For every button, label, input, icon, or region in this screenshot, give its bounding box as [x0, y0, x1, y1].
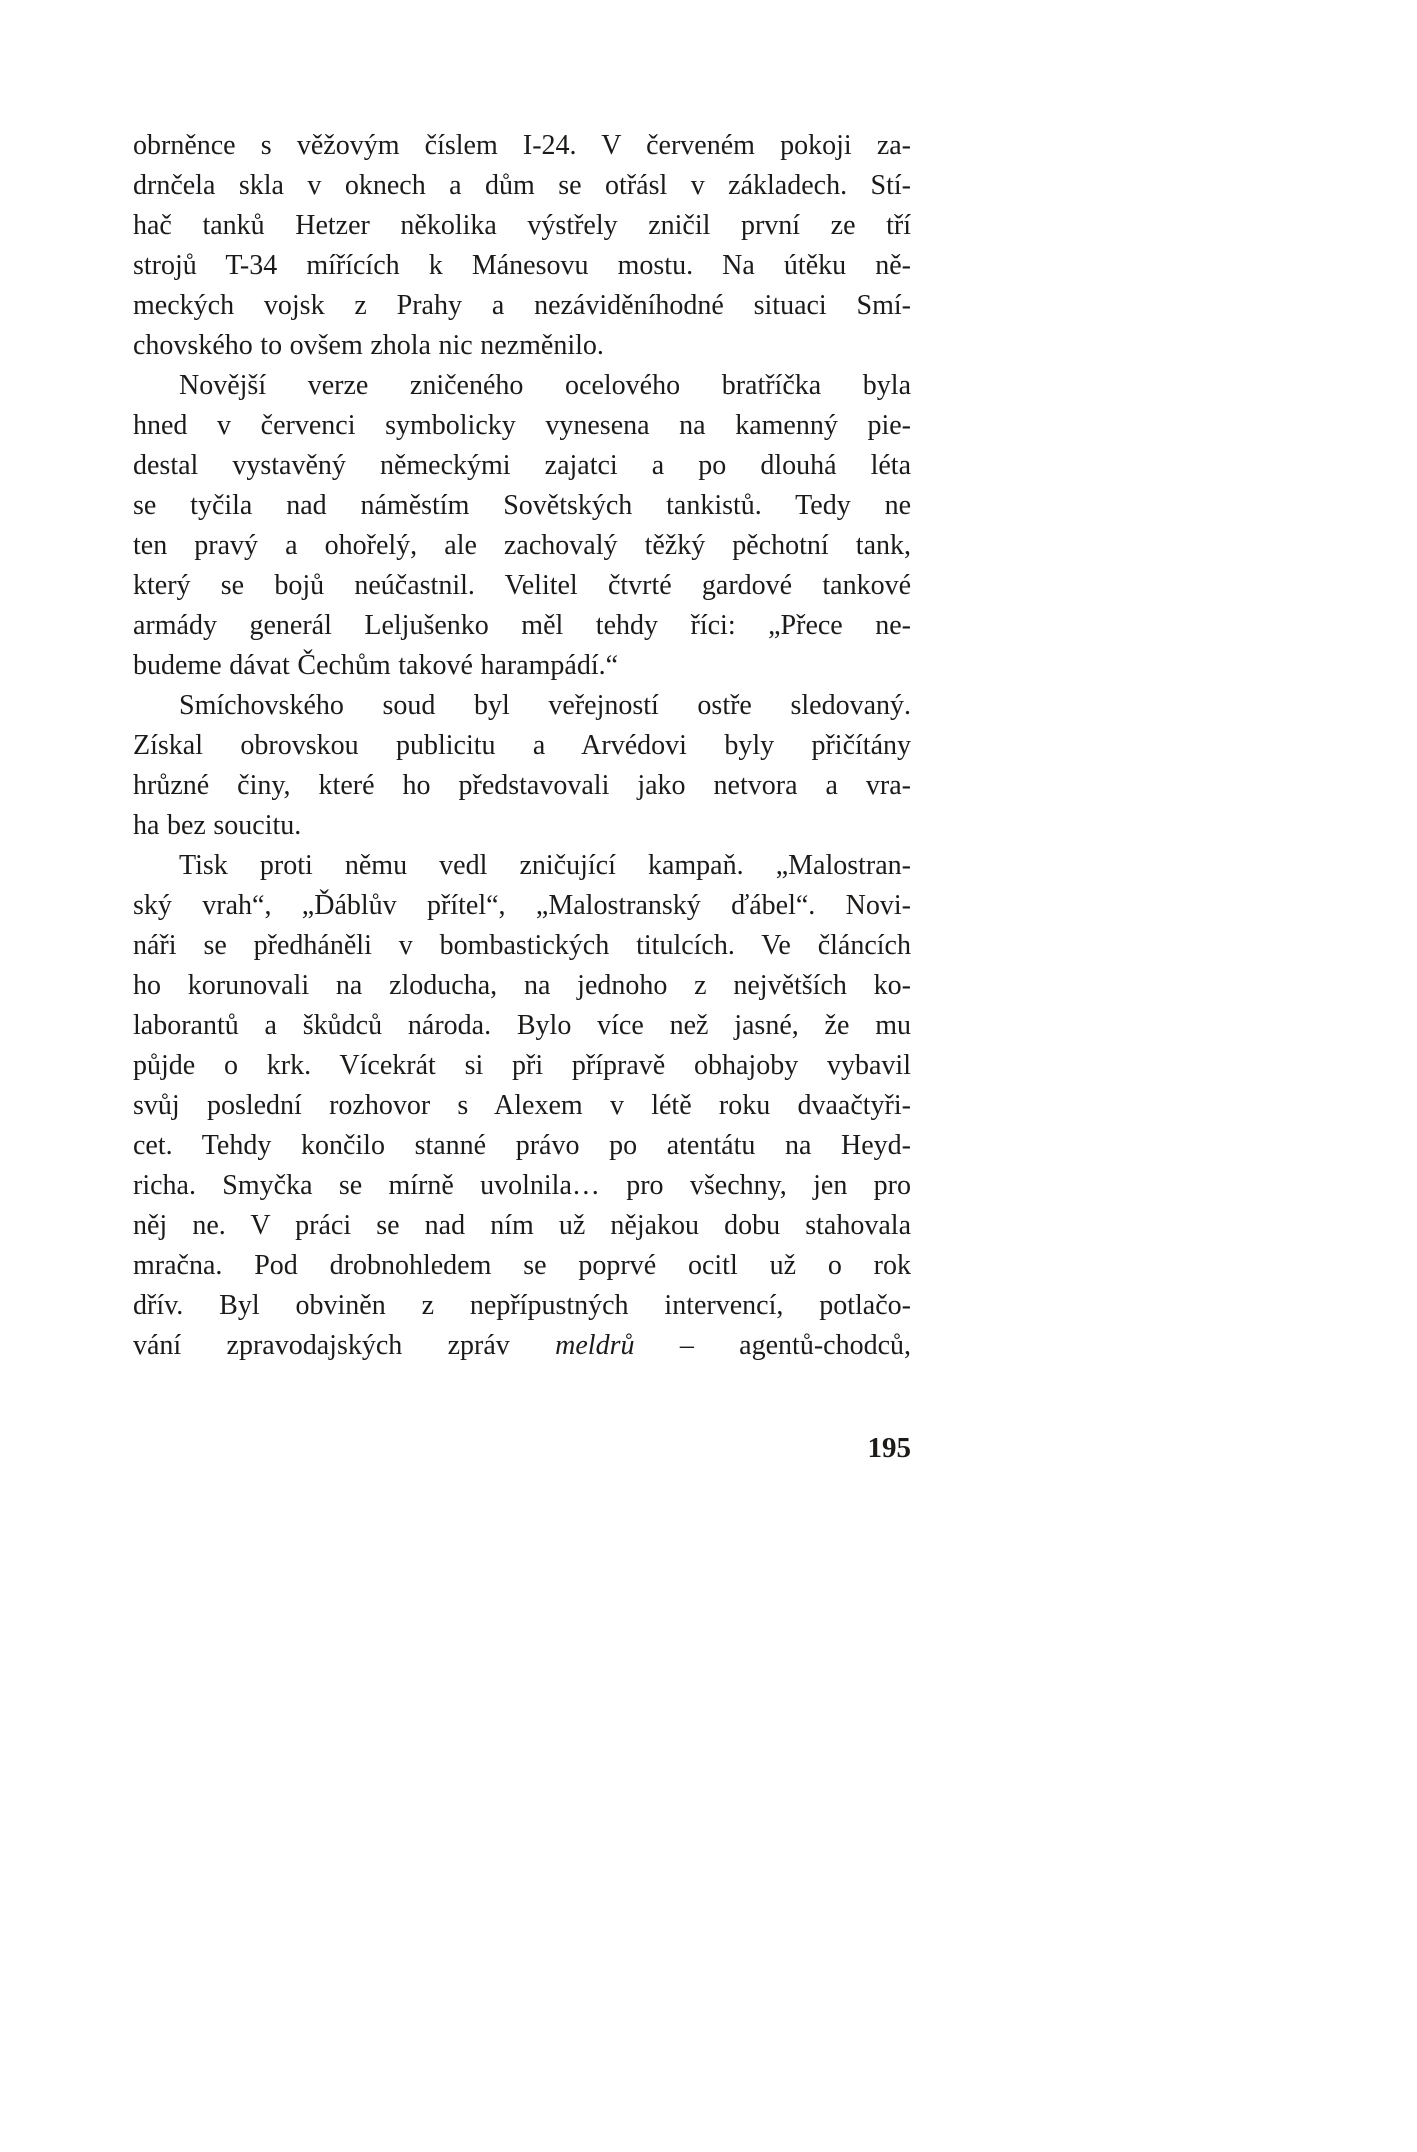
text-line	[133, 1166, 911, 1206]
text-segment: hač tanků Hetzer několika výstřely zničil první ze tří	[133, 210, 911, 241]
text-segment: ten pravý a ohořelý, ale zachovalý těžký pěchotní tank,	[133, 530, 911, 561]
text-line	[133, 1126, 911, 1166]
text-line	[133, 1006, 911, 1046]
text-segment: hned v červenci symbolicky vynesena na kamenný pie-	[133, 410, 911, 441]
text-segment: půjde o krk. Vícekrát si při přípravě obhajoby vybavil	[133, 1050, 911, 1081]
paragraph	[133, 686, 911, 846]
text-segment: – agentů-chodců,	[634, 1330, 912, 1361]
text-segment: obrněnce s věžovým číslem I-24. V červeném pokoji za-	[133, 130, 911, 161]
text-line	[133, 846, 911, 886]
text-segment: Smíchovského soud byl veřejností ostře sledovaný.	[179, 690, 911, 721]
text-segment: ho korunovali na zloducha, na jednoho z největších ko-	[133, 970, 911, 1001]
text-line	[133, 406, 911, 446]
text-segment: chovského to ovšem zhola nic nezměnilo.	[133, 330, 604, 361]
text-line	[133, 206, 911, 246]
text-line	[133, 766, 911, 806]
text-line	[133, 446, 911, 486]
text-line	[133, 1326, 911, 1366]
text-segment: který se bojů neúčastnil. Velitel čtvrté gardové tankové	[133, 570, 911, 601]
text-line	[133, 1086, 911, 1126]
text-segment: svůj poslední rozhovor s Alexem v létě roku dvaačtyři-	[133, 1090, 911, 1121]
paragraph	[133, 126, 911, 366]
text-line	[133, 1246, 911, 1286]
text-line	[133, 886, 911, 926]
text-segment: se tyčila nad náměstím Sovětských tankistů. Tedy ne	[133, 490, 911, 521]
text-line	[133, 126, 911, 166]
text-segment: richa. Smyčka se mírně uvolnila… pro všechny, jen pro	[133, 1170, 911, 1201]
italic-text-segment: meldrů	[555, 1330, 635, 1361]
paragraph	[133, 366, 911, 686]
text-line	[133, 166, 911, 206]
text-line	[133, 646, 911, 686]
text-line	[133, 686, 911, 726]
text-segment: laborantů a škůdců národa. Bylo více než jasné, že mu	[133, 1010, 911, 1041]
page-number: 195	[867, 1432, 911, 1464]
text-line	[133, 926, 911, 966]
text-line	[133, 366, 911, 406]
text-segment: armády generál Leljušenko měl tehdy říci: „Přece ne-	[133, 610, 911, 641]
text-line	[133, 1206, 911, 1246]
text-segment: cet. Tehdy končilo stanné právo po atentátu na Heyd-	[133, 1130, 911, 1161]
text-segment: budeme dávat Čechům takové harampádí.“	[133, 650, 619, 681]
paragraph	[133, 846, 911, 1366]
text-line	[133, 566, 911, 606]
page-text	[133, 126, 911, 1366]
text-line	[133, 606, 911, 646]
text-segment: ha bez soucitu.	[133, 810, 302, 841]
text-line	[133, 486, 911, 526]
text-segment: něj ne. V práci se nad ním už nějakou dobu stahovala	[133, 1210, 911, 1241]
text-line	[133, 726, 911, 766]
text-segment: Tisk proti němu vedl zničující kampaň. „Malostran-	[179, 850, 911, 881]
page-text-block	[133, 126, 911, 1468]
text-segment: hrůzné činy, které ho představovali jako netvora a vra-	[133, 770, 911, 801]
text-segment: Novější verze zničeného ocelového bratříčka byla	[179, 370, 911, 401]
text-segment: ský vrah“, „Ďáblův přítel“, „Malostranský ďábel“. Novi-	[133, 890, 911, 921]
text-line	[133, 1046, 911, 1086]
text-segment: meckých vojsk z Prahy a nezáviděníhodné situaci Smí-	[133, 290, 911, 321]
text-segment: Získal obrovskou publicitu a Arvédovi byly přičítány	[133, 730, 911, 761]
text-line	[133, 246, 911, 286]
text-segment: dřív. Byl obviněn z nepřípustných intervencí, potlačo-	[133, 1290, 911, 1321]
text-line	[133, 326, 911, 366]
text-segment: destal vystavěný německými zajatci a po dlouhá léta	[133, 450, 911, 481]
text-segment: strojů T-34 mířících k Mánesovu mostu. Na útěku ně-	[133, 250, 911, 281]
text-line	[133, 966, 911, 1006]
text-line	[133, 806, 911, 846]
text-segment: drnčela skla v oknech a dům se otřásl v základech. Stí-	[133, 170, 911, 201]
text-line	[133, 286, 911, 326]
text-segment: náři se předháněli v bombastických titulcích. Ve článcích	[133, 930, 911, 961]
text-segment: mračna. Pod drobnohledem se poprvé ocitl už o rok	[133, 1250, 911, 1281]
text-line	[133, 526, 911, 566]
text-line	[133, 1286, 911, 1326]
text-segment: vání zpravodajských zpráv	[133, 1330, 556, 1361]
